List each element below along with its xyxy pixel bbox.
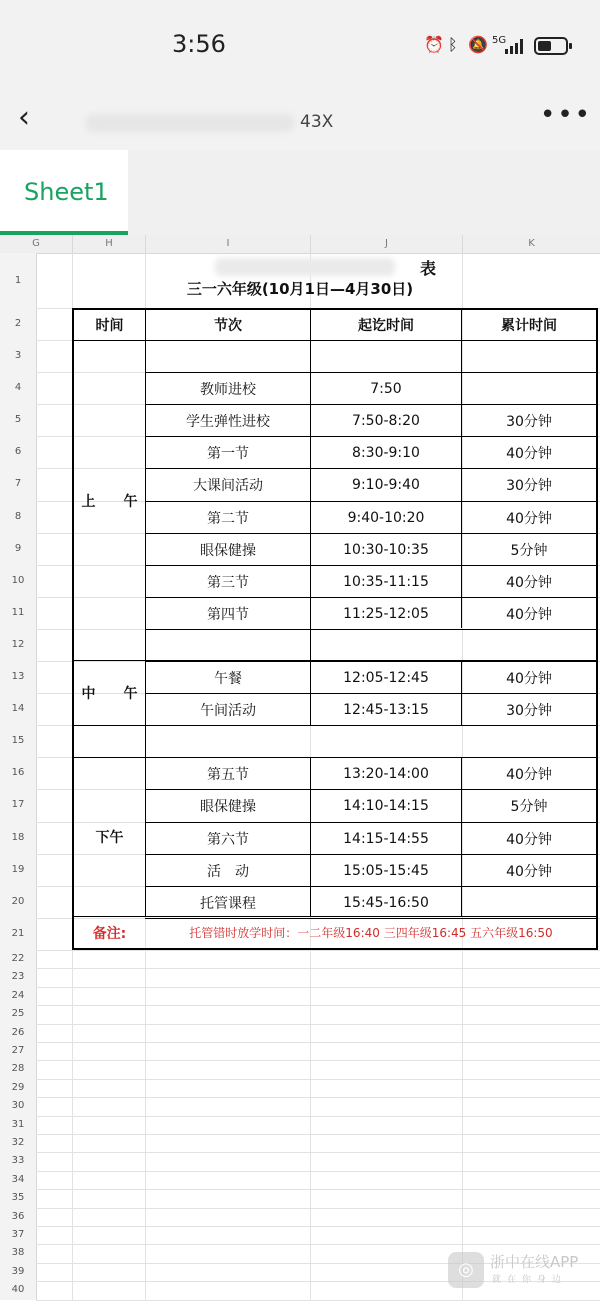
row-number[interactable]: 17 bbox=[11, 799, 25, 811]
table-border bbox=[72, 948, 598, 950]
row-number[interactable]: 35 bbox=[11, 1192, 25, 1204]
row-number[interactable]: 13 bbox=[11, 671, 25, 682]
time-range-cell[interactable]: 15:45-16:50 bbox=[343, 894, 429, 911]
row-number[interactable]: 4 bbox=[14, 382, 22, 394]
header-session[interactable]: 节次 bbox=[214, 318, 242, 334]
row-number[interactable]: 24 bbox=[11, 989, 25, 1001]
battery-icon bbox=[534, 36, 574, 56]
duration-cell[interactable]: 40分钟 bbox=[506, 766, 552, 783]
session-cell[interactable]: 第三节 bbox=[207, 574, 249, 591]
back-icon[interactable]: ‹ bbox=[18, 100, 30, 135]
row-number[interactable]: 36 bbox=[11, 1210, 25, 1222]
tab-sheet1[interactable] bbox=[0, 150, 128, 235]
session-cell[interactable]: 眼保健操 bbox=[200, 798, 256, 815]
time-range-cell[interactable]: 12:05-12:45 bbox=[343, 669, 429, 686]
session-cell[interactable]: 学生弹性进校 bbox=[186, 413, 270, 430]
duration-cell[interactable]: 40分钟 bbox=[506, 863, 552, 880]
session-cell[interactable]: 第五节 bbox=[207, 766, 249, 783]
session-cell[interactable]: 第二节 bbox=[207, 510, 249, 527]
row-number[interactable]: 10 bbox=[11, 574, 25, 586]
duration-cell[interactable]: 30分钟 bbox=[506, 413, 552, 430]
grid-line bbox=[36, 1208, 600, 1209]
row-number[interactable]: 5 bbox=[14, 414, 22, 426]
row-number[interactable]: 25 bbox=[11, 1008, 25, 1020]
row-number[interactable]: 30 bbox=[11, 1100, 25, 1112]
row-number[interactable]: 27 bbox=[11, 1045, 25, 1056]
row-number[interactable]: 23 bbox=[11, 971, 25, 983]
duration-cell[interactable] bbox=[462, 373, 596, 404]
table-border bbox=[72, 725, 598, 726]
row-number[interactable]: 38 bbox=[11, 1247, 25, 1259]
grid-line bbox=[36, 1189, 600, 1190]
status-time: 3:56 bbox=[172, 30, 226, 58]
session-cell[interactable]: 活 动 bbox=[207, 863, 249, 880]
row-number[interactable]: 1 bbox=[14, 275, 22, 286]
row-number[interactable]: 34 bbox=[11, 1173, 25, 1185]
row-number[interactable]: 21 bbox=[11, 927, 25, 939]
watermark-title: 浙中在线APP bbox=[490, 1253, 579, 1271]
row-number[interactable]: 2 bbox=[14, 318, 22, 329]
time-range-cell[interactable]: 10:35-11:15 bbox=[343, 573, 429, 590]
period-afternoon[interactable]: 下午 bbox=[95, 830, 124, 846]
grid-line bbox=[36, 1079, 600, 1080]
time-range-cell[interactable]: 13:20-14:00 bbox=[343, 765, 429, 782]
session-cell[interactable]: 午间活动 bbox=[200, 702, 256, 719]
duration-cell[interactable]: 30分钟 bbox=[506, 477, 552, 494]
row-number[interactable]: 18 bbox=[11, 831, 25, 843]
header-time[interactable]: 时间 bbox=[95, 318, 124, 334]
duration-cell[interactable]: 5分钟 bbox=[510, 798, 548, 815]
time-range-cell[interactable]: 14:10-14:15 bbox=[343, 797, 429, 814]
time-range-cell[interactable]: 12:45-13:15 bbox=[343, 701, 429, 718]
row-number[interactable]: 29 bbox=[11, 1081, 25, 1093]
time-range-cell[interactable]: 7:50-8:20 bbox=[352, 412, 420, 429]
time-range-cell[interactable]: 15:05-15:45 bbox=[343, 862, 429, 879]
row-number[interactable]: 20 bbox=[11, 895, 25, 907]
row-number[interactable]: 14 bbox=[11, 703, 25, 715]
grid-line bbox=[36, 950, 600, 951]
redacted-file-name bbox=[85, 114, 295, 132]
grid-line bbox=[36, 1005, 600, 1006]
session-cell[interactable]: 午餐 bbox=[214, 670, 242, 687]
header-start-end[interactable]: 起讫时间 bbox=[358, 318, 414, 334]
row-number[interactable]: 40 bbox=[11, 1284, 25, 1296]
grid-line bbox=[36, 987, 600, 988]
row-number[interactable]: 15 bbox=[11, 735, 25, 747]
row-number[interactable]: 11 bbox=[11, 606, 25, 618]
network-label: 5G bbox=[492, 35, 507, 46]
grid-line bbox=[36, 1024, 600, 1025]
note-text[interactable]: 托管错时放学时间：一二年级16:40 三四年级16:45 五六年级16:50 bbox=[189, 926, 553, 940]
watermark-subtitle: 就在你身边 bbox=[492, 1275, 568, 1285]
row-number[interactable]: 28 bbox=[11, 1063, 25, 1075]
row-number[interactable]: 39 bbox=[11, 1265, 25, 1277]
time-range-cell[interactable]: 8:30-9:10 bbox=[352, 444, 420, 461]
row-number[interactable]: 32 bbox=[11, 1137, 25, 1148]
row-number[interactable]: 8 bbox=[14, 510, 22, 522]
signal-icon bbox=[505, 38, 527, 54]
table-border bbox=[145, 629, 598, 630]
row-number[interactable]: 33 bbox=[11, 1155, 25, 1167]
table-border bbox=[72, 340, 598, 341]
column-header-k[interactable]: K bbox=[462, 235, 600, 253]
duration-cell[interactable] bbox=[462, 887, 596, 918]
bluetooth-icon: ᛒ bbox=[448, 35, 458, 54]
row-number[interactable]: 9 bbox=[14, 542, 22, 554]
grid-line bbox=[36, 1244, 600, 1245]
row-number[interactable]: 3 bbox=[14, 350, 22, 361]
session-cell[interactable]: 第一节 bbox=[207, 445, 249, 462]
duration-cell[interactable]: 40分钟 bbox=[506, 831, 552, 848]
tab-sheet1-label: Sheet1 bbox=[24, 178, 109, 206]
table-title[interactable]: 表 bbox=[419, 258, 436, 278]
grid-line bbox=[36, 1097, 600, 1098]
redacted-title bbox=[215, 258, 395, 276]
time-range-cell[interactable]: 7:50 bbox=[370, 380, 402, 397]
row-number[interactable]: 31 bbox=[11, 1118, 25, 1130]
header-duration[interactable]: 累计时间 bbox=[501, 318, 557, 334]
row-number[interactable]: 16 bbox=[11, 767, 25, 779]
note-label[interactable]: 备注: bbox=[92, 925, 127, 942]
session-cell[interactable]: 第四节 bbox=[207, 606, 249, 623]
duration-cell[interactable]: 40分钟 bbox=[506, 606, 552, 623]
file-name bbox=[85, 112, 355, 134]
grid-line bbox=[36, 1060, 600, 1061]
row-number[interactable]: 37 bbox=[11, 1229, 25, 1240]
watermark bbox=[448, 1250, 598, 1290]
time-range-cell[interactable]: 9:40-10:20 bbox=[347, 509, 425, 526]
duration-cell[interactable]: 40分钟 bbox=[506, 445, 552, 462]
column-header-j[interactable]: J bbox=[310, 235, 462, 253]
session-cell[interactable]: 托管课程 bbox=[200, 895, 256, 912]
time-range-cell[interactable]: 10:30-10:35 bbox=[343, 541, 429, 558]
column-header-h[interactable]: H bbox=[72, 235, 145, 253]
session-cell[interactable]: 眼保健操 bbox=[200, 542, 256, 559]
row-number[interactable]: 7 bbox=[14, 478, 22, 490]
time-range-cell[interactable]: 9:10-9:40 bbox=[352, 476, 420, 493]
time-range-cell[interactable]: 11:25-12:05 bbox=[343, 605, 429, 622]
column-header-i[interactable]: I bbox=[145, 235, 310, 253]
session-cell[interactable]: 大课间活动 bbox=[193, 477, 263, 494]
table-subtitle[interactable]: 三一六年级(10月1日—4月30日) bbox=[186, 279, 414, 298]
duration-cell[interactable]: 30分钟 bbox=[506, 702, 552, 719]
duration-cell[interactable]: 40分钟 bbox=[506, 670, 552, 687]
alarm-icon: ⏰ bbox=[424, 35, 444, 54]
grid-line bbox=[36, 1134, 600, 1135]
grid-line bbox=[36, 968, 600, 969]
period-morning[interactable]: 上 午 bbox=[81, 493, 138, 510]
row-number[interactable]: 26 bbox=[11, 1026, 25, 1038]
row-number[interactable]: 22 bbox=[11, 953, 25, 964]
column-header-g[interactable]: G bbox=[32, 238, 40, 249]
grid-line bbox=[36, 1042, 600, 1043]
file-name-visible: 43X bbox=[300, 112, 334, 132]
table-border bbox=[72, 660, 598, 661]
grid-line bbox=[36, 1116, 600, 1117]
duration-cell[interactable]: 40分钟 bbox=[506, 574, 552, 591]
duration-cell[interactable]: 5分钟 bbox=[510, 542, 548, 559]
session-cell[interactable]: 第六节 bbox=[207, 831, 249, 848]
row-number[interactable]: 12 bbox=[11, 638, 25, 650]
grid-line bbox=[36, 1152, 600, 1153]
watermark-logo-icon: ◎ bbox=[448, 1252, 484, 1288]
more-icon[interactable]: ••• bbox=[540, 100, 593, 130]
time-range-cell[interactable]: 14:15-14:55 bbox=[343, 830, 429, 847]
row-number[interactable]: 19 bbox=[11, 863, 25, 875]
period-noon[interactable]: 中 午 bbox=[81, 686, 138, 702]
grid-line bbox=[36, 1171, 600, 1172]
mute-icon: 🔕 bbox=[468, 35, 488, 54]
duration-cell[interactable]: 40分钟 bbox=[506, 510, 552, 527]
row-number[interactable]: 6 bbox=[14, 446, 22, 458]
session-cell[interactable]: 教师进校 bbox=[200, 381, 256, 398]
grid-line bbox=[36, 1226, 600, 1227]
